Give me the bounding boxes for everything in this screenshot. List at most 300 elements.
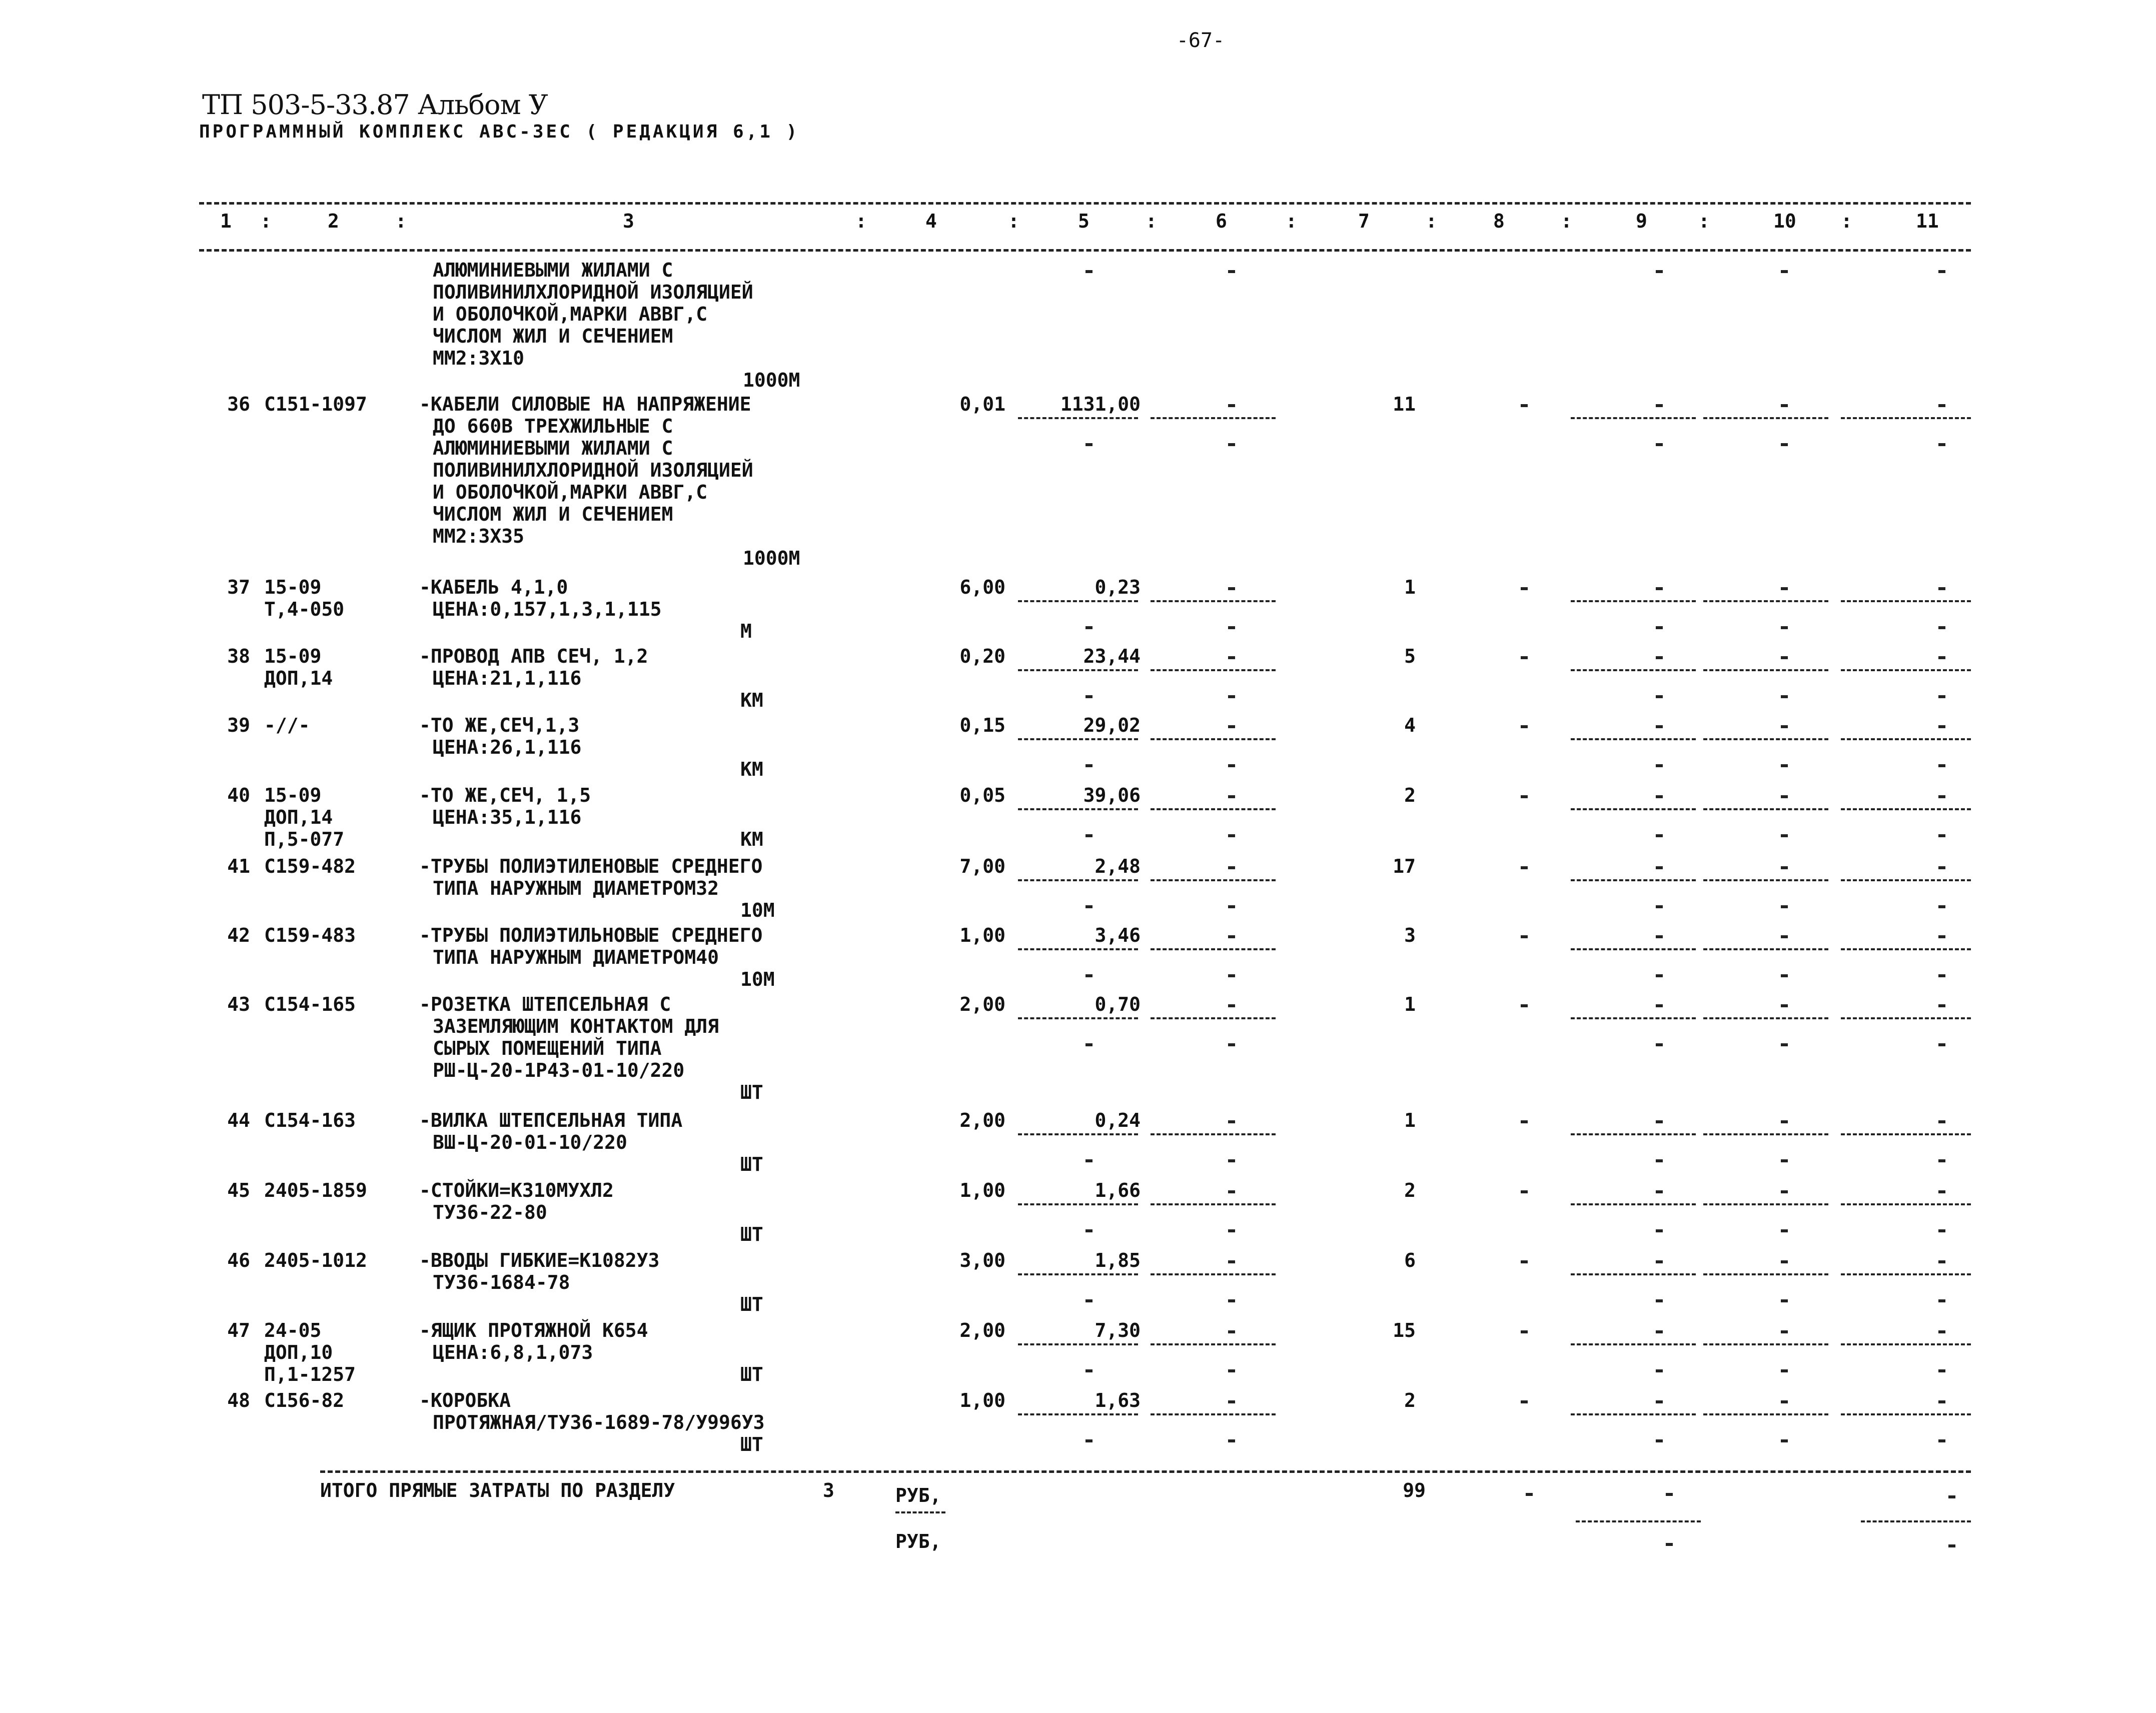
row-number: 48: [227, 1389, 250, 1411]
row-code: 15-09: [264, 645, 322, 667]
row-col9-rule: [1571, 948, 1696, 950]
row-col11-dash-2: [1938, 1159, 1945, 1162]
header-col-7: 7: [1358, 210, 1370, 232]
row-col9-rule: [1571, 417, 1696, 419]
row-col11-rule: [1841, 948, 1971, 950]
row-col10-dash: [1781, 1190, 1788, 1193]
row-col9-dash-2: [1656, 974, 1663, 977]
row-description: -ВВОДЫ ГИБКИЕ=К1082У3: [419, 1249, 660, 1271]
row-col10-dash: [1781, 1004, 1788, 1007]
row-col10-dash-2: [1781, 1299, 1788, 1302]
row-col5-rule: [1018, 1017, 1138, 1019]
row-col11-rule: [1841, 417, 1971, 419]
row-col6-dash: [1228, 1330, 1235, 1333]
row-col10-dash-2: [1781, 1043, 1788, 1046]
row-col6-rule: [1151, 417, 1276, 419]
row-number: 36: [227, 393, 250, 415]
row-col9-dash-2: [1656, 1299, 1663, 1302]
row-col10-rule: [1703, 738, 1828, 740]
row-description: ВШ-Ц-20-01-10/220: [433, 1131, 627, 1153]
row-col5-dash-2: [1086, 834, 1093, 837]
row-col6-rule: [1151, 808, 1276, 810]
total-section: 3: [823, 1479, 834, 1501]
row-col10-rule: [1703, 1133, 1828, 1135]
row-col5-dash-2: [1086, 1043, 1093, 1046]
row-col10-rule: [1703, 417, 1828, 419]
row-col9-dash: [1656, 1120, 1663, 1123]
row-col11-dash-2: [1938, 905, 1945, 908]
row-col9-rule: [1571, 600, 1696, 602]
row-code: 15-09: [264, 784, 322, 806]
row-col10-rule: [1703, 600, 1828, 602]
total-col11-dash-2: [1948, 1544, 1955, 1547]
row-col9-rule: [1571, 879, 1696, 881]
program-line: ПРОГРАММНЫЙ КОМПЛЕКС АВС-3ЕС ( РЕДАКЦИЯ 6,1 ): [199, 122, 800, 142]
row-col6-dash-2: [1228, 1439, 1235, 1442]
row-col11-dash-2: [1938, 1043, 1945, 1046]
row-col10-dash-2: [1781, 834, 1788, 837]
row-col6-dash: [1228, 866, 1235, 869]
row-description: ЗАЗЕМЛЯЮЩИМ КОНТАКТОМ ДЛЯ: [433, 1015, 719, 1037]
row-col6-rule: [1151, 1133, 1276, 1135]
row-col9-dash-2: [1656, 695, 1663, 698]
row-unit: М: [740, 620, 752, 642]
row-col9-dash-2: [1656, 1439, 1663, 1442]
header-col-10: 10: [1773, 210, 1796, 232]
row-col6-rule: [1151, 879, 1276, 881]
row-description: -ПРОВОД АПВ СЕЧ, 1,2: [419, 645, 648, 667]
row-unit: 1000М: [743, 547, 800, 569]
row-col11-dash-2: [1938, 834, 1945, 837]
row-code: С154-163: [264, 1109, 356, 1131]
row-number: 47: [227, 1319, 250, 1341]
row-col9-rule: [1571, 1203, 1696, 1205]
row-col9-dash-2: [1656, 1159, 1663, 1162]
row-unit: ШТ: [740, 1363, 763, 1385]
row-col9-dash-2: [1656, 764, 1663, 767]
row-col10-rule: [1703, 1343, 1828, 1345]
row-description: СЫРЫХ ПОМЕЩЕНИЙ ТИПА: [433, 1037, 662, 1059]
row-col9-dash: [1656, 935, 1663, 938]
row-quantity: 3,00: [959, 1249, 1005, 1271]
row-col10-dash: [1781, 795, 1788, 798]
row-col10-rule: [1703, 879, 1828, 881]
row-col7: 3: [1404, 924, 1416, 946]
document-title: ТП 503-5-33.87 Альбом У: [202, 89, 548, 121]
row-col11-dash-2: [1938, 974, 1945, 977]
row-col8-dash: [1521, 725, 1528, 728]
row-col5-rule: [1018, 600, 1138, 602]
row-unit: КМ: [740, 689, 763, 711]
row-col7: 1: [1404, 993, 1416, 1015]
row-col6-dash-2: [1228, 1229, 1235, 1232]
row-col5-rule: [1018, 669, 1138, 671]
row-code: 15-09: [264, 576, 322, 598]
row-col11-rule: [1841, 1413, 1971, 1415]
row-price: 1,85: [1095, 1249, 1141, 1271]
row-col9-dash: [1656, 1330, 1663, 1333]
total-unit-rub-2: РУБ,: [895, 1530, 941, 1552]
row-col5-rule: [1018, 808, 1138, 810]
row-col9-dash: [1656, 1004, 1663, 1007]
row-col11-dash: [1938, 1120, 1945, 1123]
row-col6-dash: [1228, 404, 1235, 407]
row-description: -ТО ЖЕ,СЕЧ, 1,5: [419, 784, 591, 806]
row-col10-dash: [1781, 1330, 1788, 1333]
row-col9-rule: [1571, 1343, 1696, 1345]
row-col6-rule: [1151, 1413, 1276, 1415]
row-description: ТИПА НАРУЖНЫМ ДИАМЕТРОМ40: [433, 946, 719, 968]
row-col11-dash: [1938, 587, 1945, 590]
row-description: АЛЮМИНИЕВЫМИ ЖИЛАМИ С: [433, 259, 673, 281]
total-col11-dash: [1948, 1495, 1955, 1498]
row-quantity: 0,20: [959, 645, 1005, 667]
row-quantity: 0,15: [959, 714, 1005, 736]
row-number: 45: [227, 1179, 250, 1201]
header-separator: :: [260, 210, 272, 232]
row-code: -//-: [264, 714, 310, 736]
row-col11-dash: [1938, 1004, 1945, 1007]
row-col9-dash-2: [1656, 443, 1663, 446]
row-code: ДОП,14: [264, 806, 333, 828]
row-col5-dash-2: [1086, 1299, 1093, 1302]
row-code: С151-1097: [264, 393, 367, 415]
row-description: -КАБЕЛЬ 4,1,0: [419, 576, 568, 598]
row-col7: 15: [1393, 1319, 1416, 1341]
row-description: ЦЕНА:26,1,116: [433, 736, 582, 758]
row-col7: 4: [1404, 714, 1416, 736]
row-col7: 17: [1393, 855, 1416, 877]
row-col10-rule: [1703, 808, 1828, 810]
row-code: С159-483: [264, 924, 356, 946]
row-quantity: 0,05: [959, 784, 1005, 806]
row-col10-dash-2: [1781, 1369, 1788, 1372]
row-description: ПОЛИВИНИЛХЛОРИДНОЙ ИЗОЛЯЦИЕЙ: [433, 459, 753, 481]
row-col5-dash-2: [1086, 905, 1093, 908]
row-col11-dash: [1938, 795, 1945, 798]
row-col9-dash: [1656, 404, 1663, 407]
row-code: ДОП,10: [264, 1341, 333, 1363]
row-col9-dash: [1656, 1400, 1663, 1403]
header-col-9: 9: [1636, 210, 1647, 232]
row-col11-dash-2: [1938, 764, 1945, 767]
row-col8-dash: [1521, 866, 1528, 869]
row-col10-dash: [1781, 725, 1788, 728]
row-col10-dash: [1781, 1400, 1788, 1403]
row-number: 43: [227, 993, 250, 1015]
row-col5-dash-2: [1086, 626, 1093, 629]
row-col5-dash-2: [1086, 1159, 1093, 1162]
row-description: -ТО ЖЕ,СЕЧ,1,3: [419, 714, 580, 736]
row-unit: 1000М: [743, 369, 800, 391]
row-code: С154-165: [264, 993, 356, 1015]
row-col10-dash-2: [1781, 974, 1788, 977]
row-quantity: 0,01: [959, 393, 1005, 415]
row-col6-rule: [1151, 600, 1276, 602]
row-col8-dash: [1521, 1120, 1528, 1123]
row-col5-dash-2: [1086, 1369, 1093, 1372]
row-unit: ШТ: [740, 1433, 763, 1455]
row-code: П,1-1257: [264, 1363, 356, 1385]
row-code: ДОП,14: [264, 667, 333, 689]
row-col11-dash: [1938, 404, 1945, 407]
row-description: ЦЕНА:0,157,1,3,1,115: [433, 598, 662, 620]
row-col5-dash-2: [1086, 695, 1093, 698]
row-col6-dash: [1228, 1190, 1235, 1193]
row-col11-dash: [1938, 1190, 1945, 1193]
header-bottom-rule: [199, 249, 1971, 252]
row-col10-dash: [1781, 404, 1788, 407]
row-description: ТУ36-1684-78: [433, 1271, 570, 1293]
total-col9-dash-2: [1666, 1543, 1673, 1546]
header-separator: :: [855, 210, 867, 232]
row-col5-dash-2: [1086, 764, 1093, 767]
row-col9-rule: [1571, 1413, 1696, 1415]
row-description: ДО 660В ТРЕХЖИЛЬНЫЕ С: [433, 415, 673, 437]
row-col10-dash-2: [1781, 764, 1788, 767]
row-col8-dash: [1521, 1190, 1528, 1193]
row-number: 44: [227, 1109, 250, 1131]
row-col9-dash-2: [1656, 1369, 1663, 1372]
row-col8-dash: [1521, 587, 1528, 590]
row-quantity: 2,00: [959, 1109, 1005, 1131]
row-col5-rule: [1018, 948, 1138, 950]
row-description: -РОЗЕТКА ШТЕПСЕЛЬНАЯ С: [419, 993, 671, 1015]
row-col9-dash: [1656, 656, 1663, 659]
total-col9-dash: [1666, 1493, 1673, 1496]
row-col6-dash-2: [1228, 764, 1235, 767]
row-col10-dash: [1781, 656, 1788, 659]
row-col10-dash: [1781, 270, 1788, 273]
header-separator: :: [1426, 210, 1437, 232]
row-col5-dash-2: [1086, 443, 1093, 446]
row-number: 38: [227, 645, 250, 667]
row-col8-dash: [1521, 404, 1528, 407]
row-col10-dash-2: [1781, 1229, 1788, 1232]
row-col8-dash: [1521, 1004, 1528, 1007]
header-separator: :: [1561, 210, 1572, 232]
row-col5-rule: [1018, 879, 1138, 881]
row-col5-rule: [1018, 1413, 1138, 1415]
row-description: ЦЕНА:21,1,116: [433, 667, 582, 689]
row-col7: 1: [1404, 576, 1416, 598]
row-col5-rule: [1018, 417, 1138, 419]
row-col11-dash-2: [1938, 1229, 1945, 1232]
row-col11-dash: [1938, 656, 1945, 659]
header-col-4: 4: [925, 210, 937, 232]
header-col-6: 6: [1216, 210, 1227, 232]
row-col9-dash: [1656, 866, 1663, 869]
row-unit: КМ: [740, 758, 763, 780]
row-col9-dash-2: [1656, 626, 1663, 629]
row-col6-dash: [1228, 795, 1235, 798]
row-col6-dash: [1228, 725, 1235, 728]
row-unit: ШТ: [740, 1293, 763, 1315]
row-col6-dash: [1228, 1400, 1235, 1403]
row-description: И ОБОЛОЧКОЙ,МАРКИ АВВГ,С: [433, 481, 708, 503]
row-col11-rule: [1841, 669, 1971, 671]
row-col6-rule: [1151, 738, 1276, 740]
row-col11-dash: [1938, 1260, 1945, 1263]
row-col5-rule: [1018, 738, 1138, 740]
row-col9-dash-2: [1656, 905, 1663, 908]
row-col7: 11: [1393, 393, 1416, 415]
row-col6-rule: [1151, 1273, 1276, 1275]
row-col9-dash: [1656, 1260, 1663, 1263]
row-col11-rule: [1841, 1203, 1971, 1205]
row-col10-rule: [1703, 1413, 1828, 1415]
row-col9-dash-2: [1656, 1229, 1663, 1232]
row-col11-rule: [1841, 600, 1971, 602]
row-col11-dash: [1938, 1400, 1945, 1403]
row-code: С159-482: [264, 855, 356, 877]
row-description: ММ2:3Х35: [433, 525, 525, 547]
row-description: ТИПА НАРУЖНЫМ ДИАМЕТРОМ32: [433, 877, 719, 899]
total-col11-rule: [1861, 1520, 1971, 1522]
row-code: П,5-077: [264, 828, 345, 850]
row-col9-dash: [1656, 587, 1663, 590]
header-col-11: 11: [1916, 210, 1939, 232]
row-col11-dash-2: [1938, 1439, 1945, 1442]
row-description: ПОЛИВИНИЛХЛОРИДНОЙ ИЗОЛЯЦИЕЙ: [433, 281, 753, 303]
row-description: ЦЕНА:35,1,116: [433, 806, 582, 828]
row-description: -КОРОБКА: [419, 1389, 511, 1411]
row-col6-rule: [1151, 669, 1276, 671]
header-top-rule: [199, 202, 1971, 205]
row-col11-rule: [1841, 879, 1971, 881]
row-col9-rule: [1571, 738, 1696, 740]
row-description: -ВИЛКА ШТЕПСЕЛЬНАЯ ТИПА: [419, 1109, 683, 1131]
row-col11-dash-2: [1938, 443, 1945, 446]
row-col9-dash: [1656, 725, 1663, 728]
row-col10-dash-2: [1781, 626, 1788, 629]
row-description: -ТРУБЫ ПОЛИЭТИЛЕНОВЫЕ СРЕДНЕГО: [419, 855, 763, 877]
row-col11-dash-2: [1938, 695, 1945, 698]
row-unit: ШТ: [740, 1081, 763, 1103]
header-col-5: 5: [1078, 210, 1090, 232]
row-description: ММ2:3Х10: [433, 347, 525, 369]
row-col6-dash-2: [1228, 1043, 1235, 1046]
row-description: ЧИСЛОМ ЖИЛ И СЕЧЕНИЕМ: [433, 503, 673, 525]
row-unit: 10М: [740, 899, 775, 921]
row-col6-dash: [1228, 270, 1235, 273]
row-code: Т,4-050: [264, 598, 345, 620]
header-col-8: 8: [1493, 210, 1505, 232]
row-unit: 10М: [740, 968, 775, 990]
header-col-3: 3: [623, 210, 634, 232]
row-col11-rule: [1841, 1273, 1971, 1275]
row-col10-dash: [1781, 587, 1788, 590]
row-price: 2,48: [1095, 855, 1141, 877]
row-col10-dash-2: [1781, 443, 1788, 446]
row-col6-rule: [1151, 1017, 1276, 1019]
row-col11-dash: [1938, 1330, 1945, 1333]
row-quantity: 1,00: [959, 1389, 1005, 1411]
row-col11-dash: [1938, 270, 1945, 273]
row-description: -СТОЙКИ=К310МУХЛ2: [419, 1179, 614, 1201]
row-col10-dash: [1781, 866, 1788, 869]
row-col9-rule: [1571, 1017, 1696, 1019]
row-col6-dash-2: [1228, 443, 1235, 446]
header-col-1: 1: [220, 210, 232, 232]
row-col6-dash-2: [1228, 695, 1235, 698]
row-col6-dash-2: [1228, 834, 1235, 837]
row-col10-dash: [1781, 1120, 1788, 1123]
row-col5-rule: [1018, 1343, 1138, 1345]
row-price: 39,06: [1083, 784, 1141, 806]
row-col10-rule: [1703, 1017, 1828, 1019]
row-unit: КМ: [740, 828, 763, 850]
row-description: ПРОТЯЖНАЯ/ТУ36-1689-78/У996У3: [433, 1411, 765, 1433]
row-col7: 5: [1404, 645, 1416, 667]
row-col11-rule: [1841, 1343, 1971, 1345]
row-col9-dash-2: [1656, 1043, 1663, 1046]
row-col9-rule: [1571, 1273, 1696, 1275]
row-quantity: 6,00: [959, 576, 1005, 598]
row-price: 0,23: [1095, 576, 1141, 598]
row-col9-dash: [1656, 1190, 1663, 1193]
row-description: -КАБЕЛИ СИЛОВЫЕ НА НАПРЯЖЕНИЕ: [419, 393, 751, 415]
row-col8-dash: [1521, 1400, 1528, 1403]
row-code: 2405-1012: [264, 1249, 367, 1271]
total-col8-dash: [1526, 1493, 1533, 1496]
row-col10-dash-2: [1781, 1159, 1788, 1162]
row-col6-dash: [1228, 935, 1235, 938]
header-separator: :: [395, 210, 407, 232]
total-label: ИТОГО ПРЯМЫЕ ЗАТРАТЫ ПО РАЗДЕЛУ: [320, 1479, 675, 1501]
row-unit: ШТ: [740, 1153, 763, 1175]
row-col5-rule: [1018, 1273, 1138, 1275]
row-description: РШ-Ц-20-1Р43-01-10/220: [433, 1059, 685, 1081]
row-col6-dash-2: [1228, 974, 1235, 977]
row-col6-dash-2: [1228, 1159, 1235, 1162]
row-quantity: 2,00: [959, 993, 1005, 1015]
row-col6-rule: [1151, 948, 1276, 950]
row-description: ЦЕНА:6,8,1,073: [433, 1341, 593, 1363]
header-separator: :: [1146, 210, 1157, 232]
row-col10-rule: [1703, 1273, 1828, 1275]
row-quantity: 2,00: [959, 1319, 1005, 1341]
header-separator: :: [1841, 210, 1852, 232]
row-col11-dash-2: [1938, 1369, 1945, 1372]
row-col10-dash-2: [1781, 695, 1788, 698]
row-col11-dash: [1938, 935, 1945, 938]
row-col10-dash: [1781, 1260, 1788, 1263]
row-col10-dash: [1781, 935, 1788, 938]
total-col7-value: 99: [1403, 1479, 1426, 1501]
row-description: -ТРУБЫ ПОЛИЭТИЛЬНОВЫЕ СРЕДНЕГО: [419, 924, 763, 946]
row-quantity: 1,00: [959, 1179, 1005, 1201]
row-col5-rule: [1018, 1133, 1138, 1135]
row-col7: 1: [1404, 1109, 1416, 1131]
row-col6-dash-2: [1228, 626, 1235, 629]
row-col9-rule: [1571, 669, 1696, 671]
row-col8-dash: [1521, 935, 1528, 938]
row-col6-dash: [1228, 1004, 1235, 1007]
row-description: ТУ36-22-80: [433, 1201, 547, 1223]
row-number: 39: [227, 714, 250, 736]
row-col9-rule: [1571, 808, 1696, 810]
row-price: 7,30: [1095, 1319, 1141, 1341]
row-col9-dash: [1656, 795, 1663, 798]
total-col9-rule: [1576, 1520, 1701, 1522]
row-col6-dash: [1228, 1260, 1235, 1263]
row-col10-rule: [1703, 948, 1828, 950]
row-col7: 2: [1404, 1179, 1416, 1201]
row-price: 3,46: [1095, 924, 1141, 946]
header-col-2: 2: [328, 210, 339, 232]
row-col9-dash: [1656, 270, 1663, 273]
